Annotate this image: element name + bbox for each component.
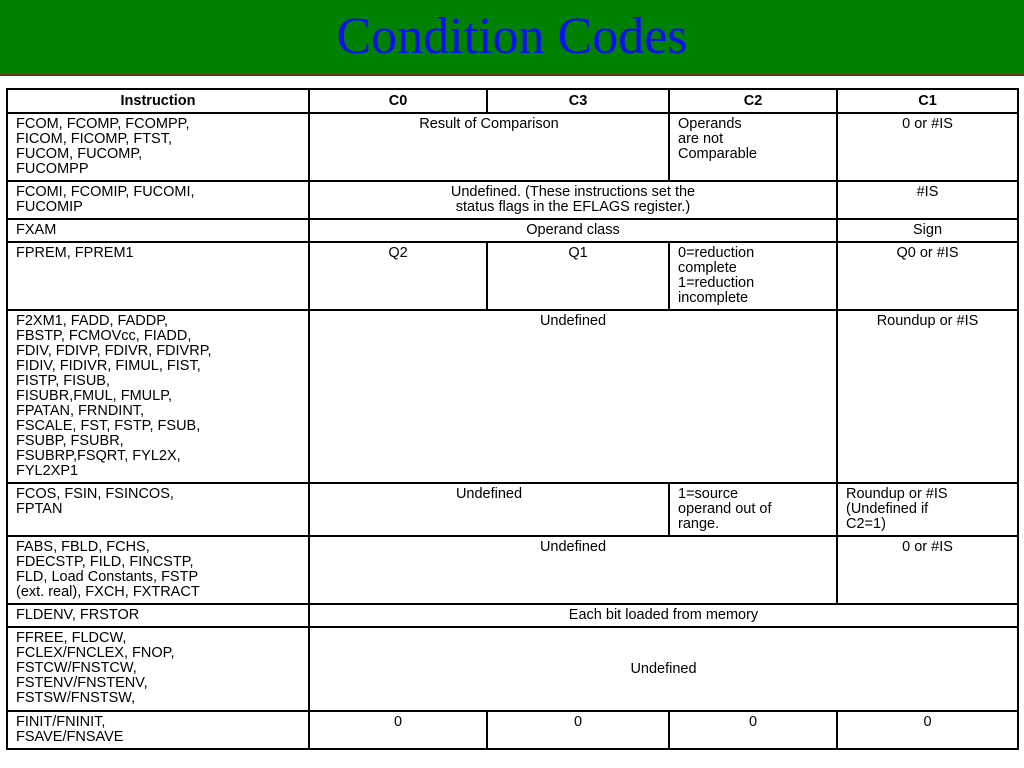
table-row [7, 483, 1018, 536]
c0-cell: 0 [309, 711, 487, 749]
table-row [7, 113, 1018, 181]
c1-cell: 0 [837, 711, 1018, 749]
c0-c2-cell: Undefined [309, 310, 837, 483]
c2-cell: 0=reduction complete 1=reduction incomplete [669, 242, 837, 310]
c0-c3-cell: Result of Comparison [309, 113, 669, 181]
instruction-cell: FCOM, FCOMP, FCOMPP, FICOM, FICOMP, FTST, FUCOM, FUCOMP, FUCOMPP [7, 113, 309, 181]
c1-cell: Roundup or #IS (Undefined if C2=1) [837, 483, 1018, 536]
c3-cell: 0 [487, 711, 669, 749]
c1-cell: Q0 or #IS [837, 242, 1018, 310]
c0-c2-cell: Undefined. (These instructions set the status flags in the EFLAGS register.) [309, 181, 837, 219]
c0-c2-cell: Undefined [309, 536, 837, 604]
c2-cell: 0 [669, 711, 837, 749]
condition-codes-table [6, 88, 1019, 750]
c1-cell: Sign [837, 219, 1018, 242]
c2-cell: Operands are not Comparable [669, 113, 837, 181]
table-row [7, 604, 1018, 627]
c0-cell: Q2 [309, 242, 487, 310]
slide-title: Condition Codes [336, 8, 688, 65]
instruction-cell: FXAM [7, 219, 309, 242]
c1-cell: 0 or #IS [837, 113, 1018, 181]
header-instruction: Instruction [7, 89, 309, 113]
c1-cell: Roundup or #IS [837, 310, 1018, 483]
instruction-cell: FABS, FBLD, FCHS, FDECSTP, FILD, FINCSTP, FLD, Load Constants, FSTP (ext. real), FXCH, FXTRACT [7, 536, 309, 604]
header-c0: C0 [309, 89, 487, 113]
table-row [7, 219, 1018, 242]
instruction-cell: FPREM, FPREM1 [7, 242, 309, 310]
table-row [7, 536, 1018, 604]
c0-c2-cell: Operand class [309, 219, 837, 242]
table-row [7, 181, 1018, 219]
table-row [7, 711, 1018, 749]
c0-c1-cell: Each bit loaded from memory [309, 604, 1018, 627]
table-row [7, 242, 1018, 310]
instruction-cell: FCOMI, FCOMIP, FUCOMI, FUCOMIP [7, 181, 309, 219]
instruction-cell: FCOS, FSIN, FSINCOS, FPTAN [7, 483, 309, 536]
c0-c3-cell: Undefined [309, 483, 669, 536]
instruction-cell: FFREE, FLDCW, FCLEX/FNCLEX, FNOP, FSTCW/FNSTCW, FSTENV/FNSTENV, FSTSW/FNSTSW, [7, 627, 309, 711]
instruction-cell: FINIT/FNINIT, FSAVE/FNSAVE [7, 711, 309, 749]
c1-cell: #IS [837, 181, 1018, 219]
c0-c1-cell: Undefined [309, 627, 1018, 711]
header-c2: C2 [669, 89, 837, 113]
header-row [7, 89, 1018, 113]
table-row [7, 627, 1018, 711]
c1-cell: 0 or #IS [837, 536, 1018, 604]
c3-cell: Q1 [487, 242, 669, 310]
header-c1: C1 [837, 89, 1018, 113]
instruction-cell: F2XM1, FADD, FADDP, FBSTP, FCMOVcc, FIADD, FDIV, FDIVP, FDIVR, FDIVRP, FIDIV, FIDIVR, FIMUL, FIST, FISTP, FISUB, FISUBR,FMUL, FMULP, FPATAN, FRNDINT, FSCALE, FST, FSTP, FSUB, FSUBP, FSUBR, FSUBRP,FSQRT, FYL2X, FYL2XP1 [7, 310, 309, 483]
instruction-cell: FLDENV, FRSTOR [7, 604, 309, 627]
c2-cell: 1=source operand out of range. [669, 483, 837, 536]
table-row [7, 310, 1018, 483]
header-c3: C3 [487, 89, 669, 113]
